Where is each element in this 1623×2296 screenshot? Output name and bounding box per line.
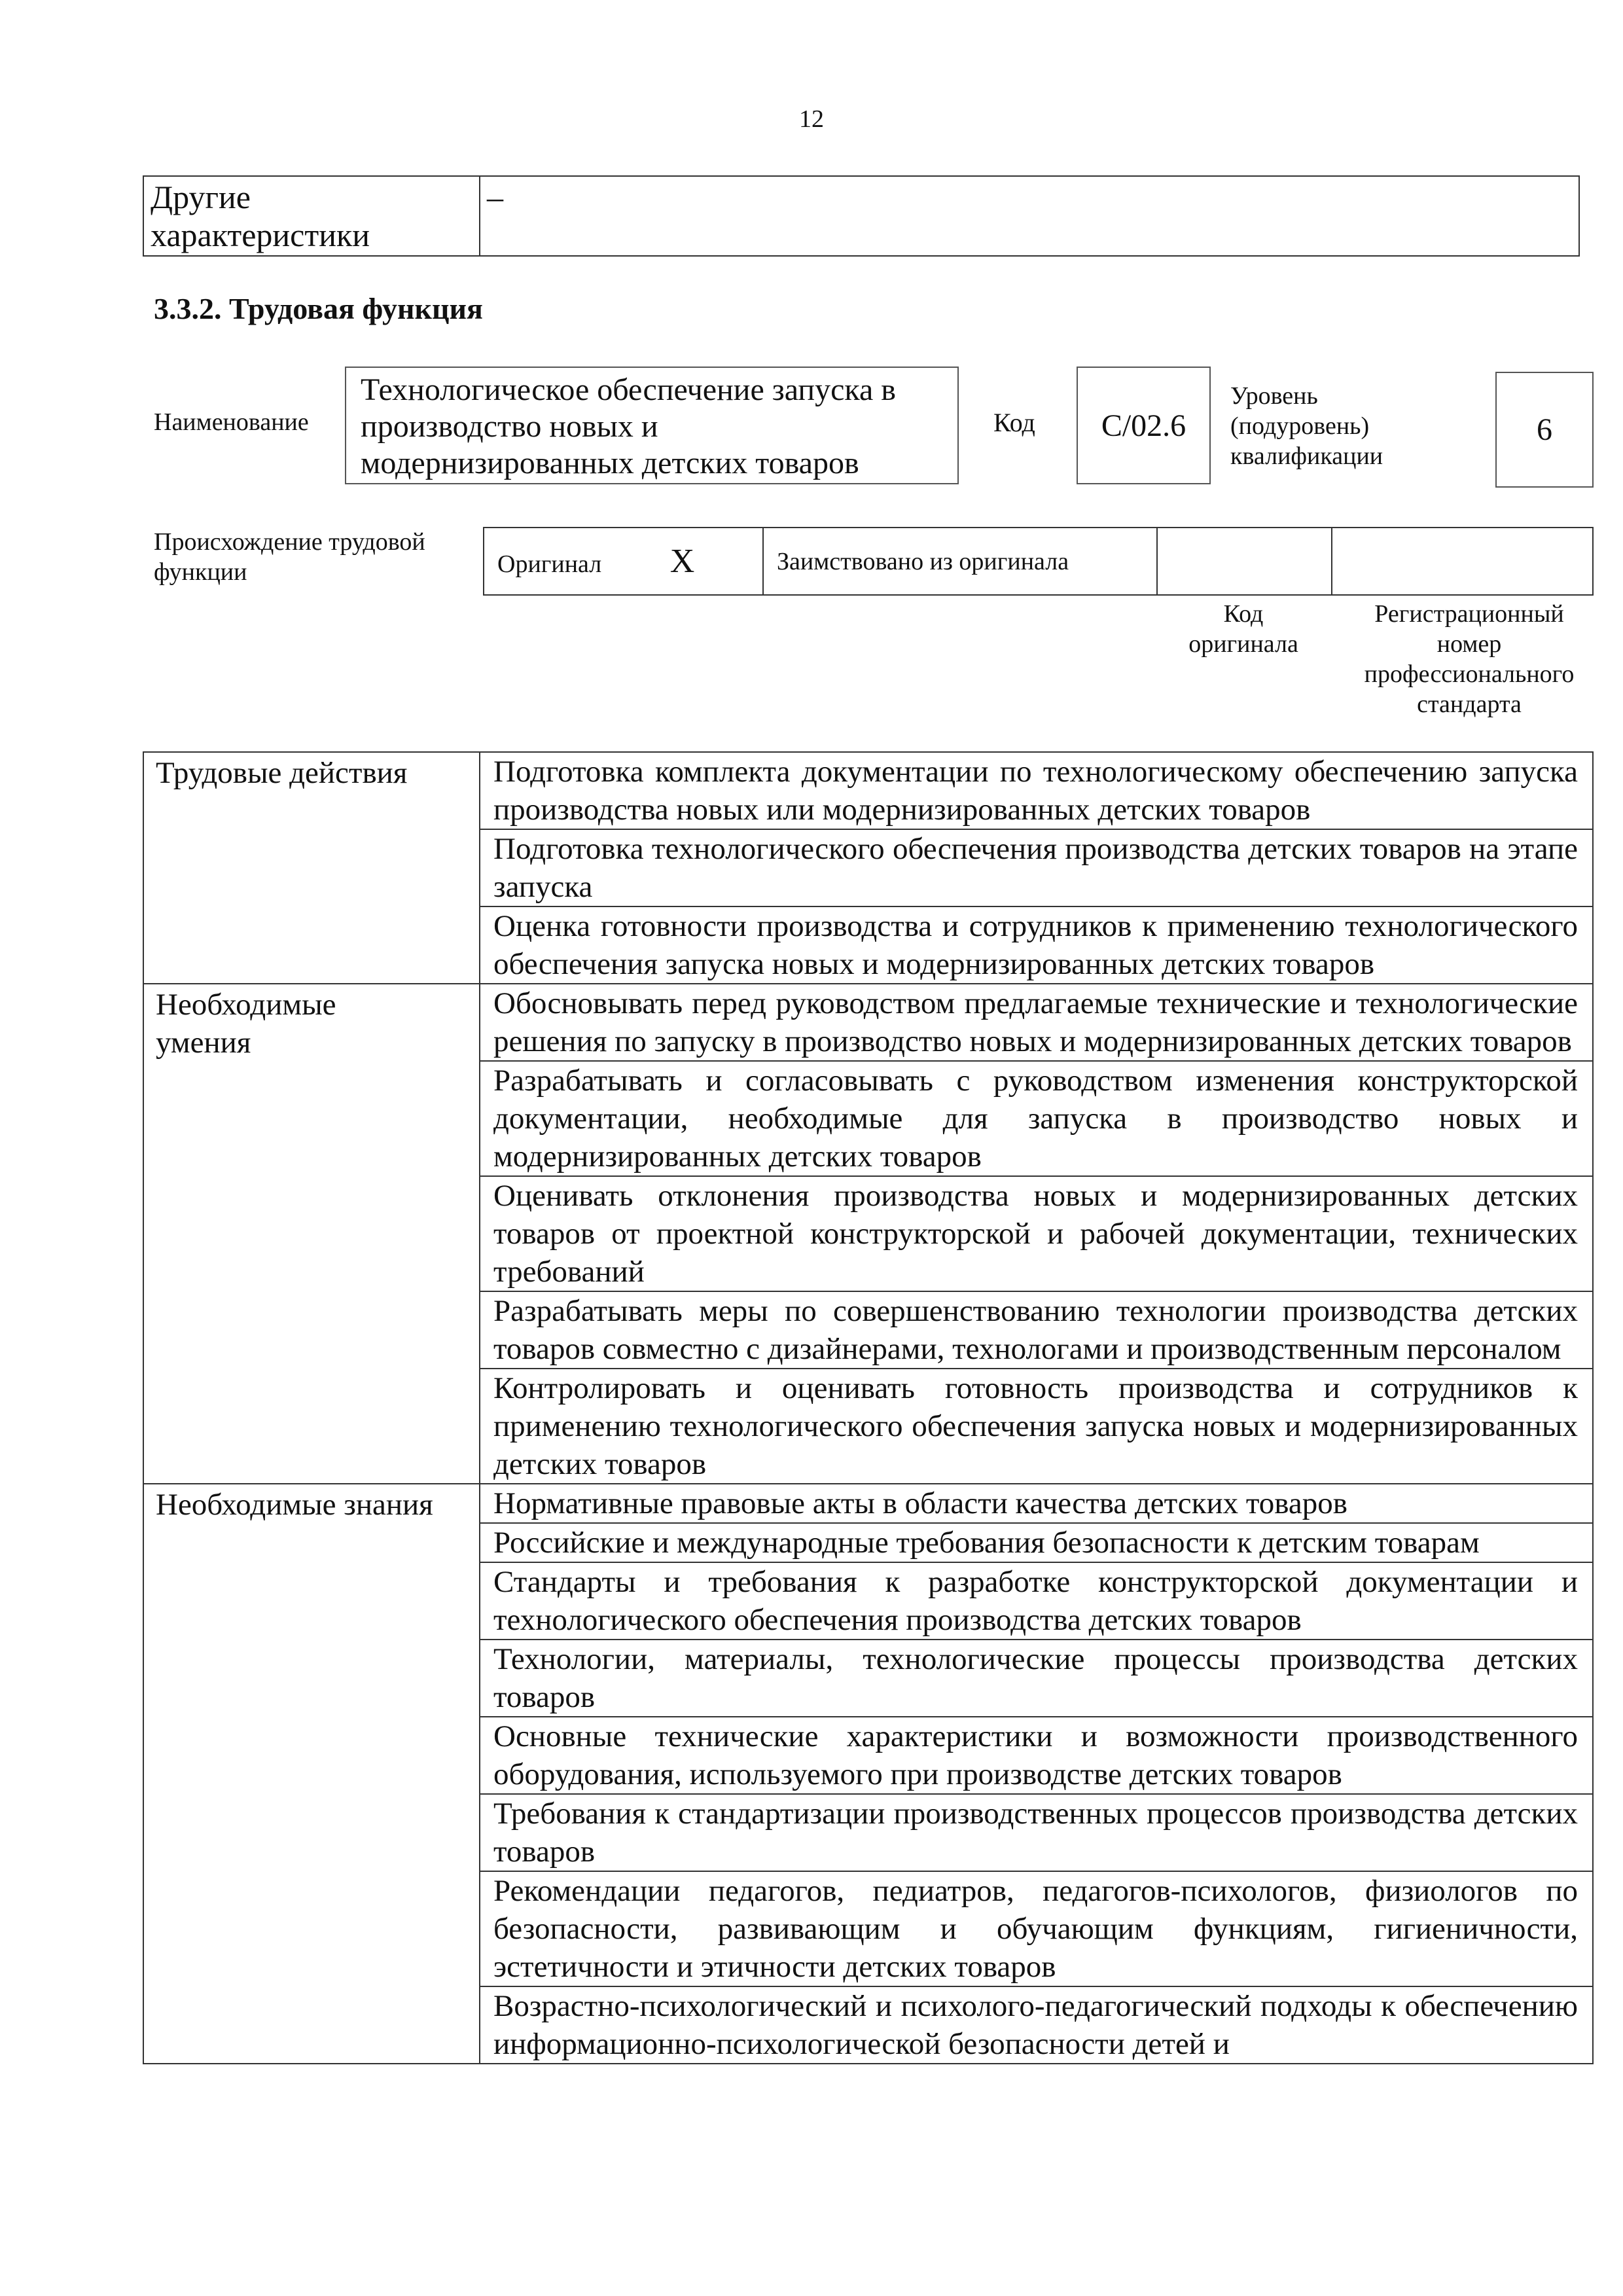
required-knowledge-label: Необходимые знания <box>143 1484 480 2064</box>
table-row <box>143 752 1593 829</box>
origin-code-cell <box>1157 528 1332 595</box>
registration-number-caption: Регистрационный номер профессионального стандарта <box>1364 600 1575 718</box>
knowledge-item: Рекомендации педагогов, педиатров, педагогов-психологов, физиологов по безопасности, развивающим и обучающим функциям, гигиеничности, эстетичности и этичности детских товаров <box>480 1871 1593 1986</box>
origin-table <box>483 527 1594 596</box>
origin-reg-number-cell <box>1332 528 1593 595</box>
skill-item: Контролировать и оценивать готовность производства и сотрудников к применению технологического обеспечения запуска новых и модернизированных детских товаров <box>480 1369 1593 1484</box>
page-number: 12 <box>799 105 824 133</box>
name-value-box: Технологическое обеспечение запуска в производство новых и модернизированных детских товаров <box>345 367 959 484</box>
other-characteristics-table <box>143 175 1580 257</box>
qualification-level-value: 6 <box>1495 372 1594 488</box>
labor-function-table <box>143 751 1594 2064</box>
knowledge-item: Российские и международные требования безопасности к детским товарам <box>480 1523 1593 1562</box>
origin-borrowed-cell: Заимствовано из оригинала <box>763 528 1157 595</box>
origin-original-mark: X <box>669 543 695 580</box>
required-skills-label: Необходимые умения <box>143 984 480 1484</box>
table-row <box>484 528 1593 595</box>
qualification-level-label: Уровень (подуровень) квалификации <box>1230 382 1383 470</box>
knowledge-item: Основные технические характеристики и возможности производственного оборудования, используемого при производстве детских товаров <box>480 1717 1593 1794</box>
table-row <box>143 1484 1593 1523</box>
knowledge-item: Технологии, материалы, технологические процессы производства детских товаров <box>480 1640 1593 1717</box>
labor-action-item: Оценка готовности производства и сотрудников к применению технологического обеспечения запуска новых и модернизированных детских товаров <box>480 906 1593 984</box>
code-value-box: С/02.6 <box>1077 367 1211 484</box>
section-title: 3.3.2. Трудовая функция <box>154 292 483 325</box>
knowledge-item: Возрастно-психологический и психолого-педагогический подходы к обеспечению информационно-психологической безопасности детей и <box>480 1986 1593 2064</box>
skill-item: Обосновывать перед руководством предлагаемые технические и технологические решения по запуску в производство новых и модернизированных детских товаров <box>480 984 1593 1061</box>
code-label: Код <box>993 408 1035 437</box>
skill-item: Разрабатывать меры по совершенствованию технологии производства детских товаров совместно с дизайнерами, технологами и производственным персоналом <box>480 1291 1593 1369</box>
other-characteristics-value: – <box>480 176 1579 256</box>
skill-item: Оценивать отклонения производства новых и модернизированных детских товаров от проектной конструкторской и рабочей документации, технических требований <box>480 1176 1593 1291</box>
code-original-caption: Код оригинала <box>1188 600 1298 658</box>
origin-original-cell <box>484 528 763 595</box>
other-characteristics-label: Другие характеристики <box>143 176 480 256</box>
name-label: Наименование <box>154 408 309 436</box>
labor-action-item: Подготовка комплекта документации по технологическому обеспечению запуска производства новых или модернизированных детских товаров <box>480 752 1593 829</box>
labor-action-item: Подготовка технологического обеспечения производства детских товаров на этапе запуска <box>480 829 1593 906</box>
knowledge-item: Стандарты и требования к разработке конструкторской документации и технологического обеспечения производства детских товаров <box>480 1562 1593 1640</box>
origin-original-label: Оригинал <box>497 550 602 578</box>
origin-label: Происхождение трудовой функции <box>154 528 425 586</box>
table-row <box>143 984 1593 1061</box>
knowledge-item: Требования к стандартизации производственных процессов производства детских товаров <box>480 1794 1593 1871</box>
knowledge-item: Нормативные правовые акты в области качества детских товаров <box>480 1484 1593 1523</box>
skill-item: Разрабатывать и согласовывать с руководством изменения конструкторской документации, необходимые для запуска в производство новых и модернизированных детских товаров <box>480 1061 1593 1176</box>
table-row <box>143 176 1579 256</box>
labor-actions-label: Трудовые действия <box>143 752 480 984</box>
